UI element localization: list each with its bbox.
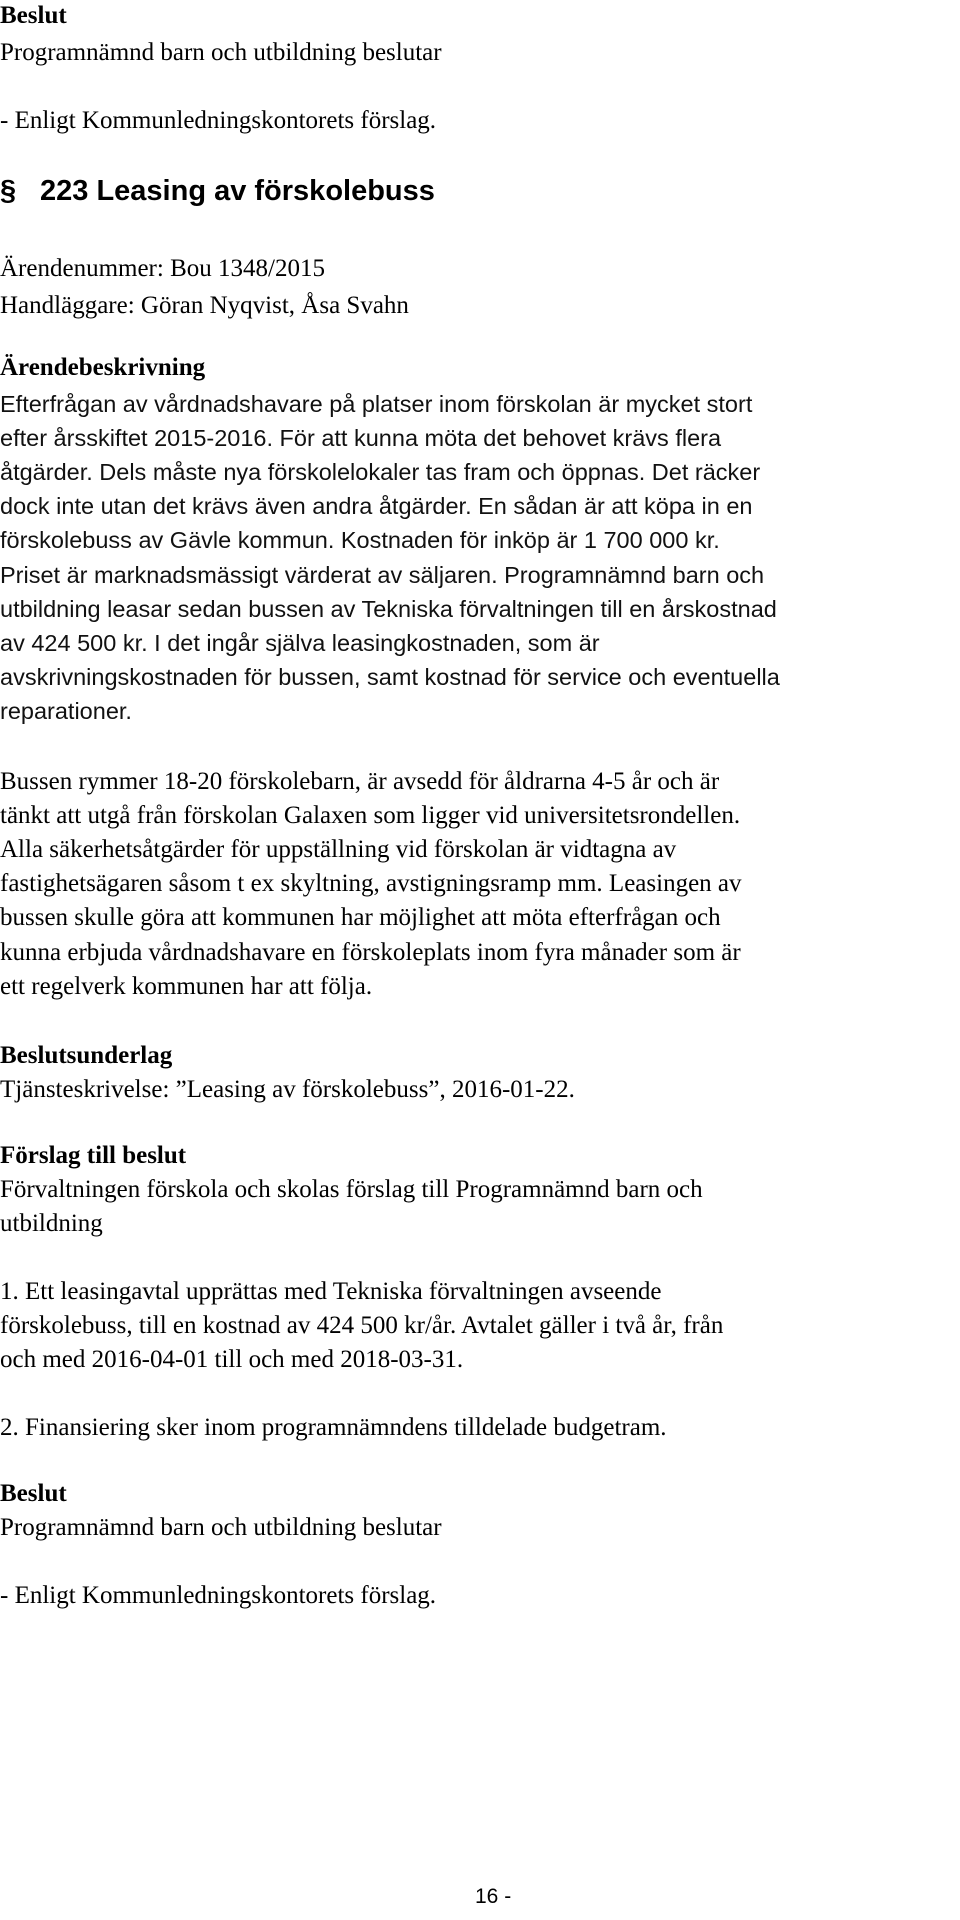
item-heading: [0, 175, 435, 207]
description-line: av 424 500 kr. I det ingår själva leasingkostnaden, som är: [0, 630, 600, 656]
section-symbol: §: [0, 175, 17, 207]
decision-line: - Enligt Kommunledningskontorets förslag.: [0, 107, 437, 134]
description-p2-line: ett regelverk kommunen har att följa.: [0, 973, 373, 1000]
description-p2-line: fastighetsägaren såsom t ex skyltning, avstigningsramp mm. Leasingen av: [0, 870, 742, 897]
case-officer: Handläggare: Göran Nyqvist, Åsa Svahn: [0, 292, 409, 319]
description-line: förskolebuss av Gävle kommun. Kostnaden för inköp är 1 700 000 kr.: [0, 527, 720, 553]
item-heading-text: 223 Leasing av förskolebuss: [40, 175, 435, 207]
decision-title: Beslut: [0, 2, 67, 29]
decision-title: Beslut: [0, 1480, 67, 1507]
description-line: åtgärder. Dels måste nya förskolelokaler tas fram och öppnas. Det räcker: [0, 459, 761, 485]
proposal-title: Förslag till beslut: [0, 1142, 187, 1169]
description-p2-line: kunna erbjuda vårdnadshavare en förskoleplats inom fyra månader som är: [0, 939, 741, 966]
decision-line: Programnämnd barn och utbildning beslutar: [0, 1514, 442, 1541]
description-line: utbildning leasar sedan bussen av Tekniska förvaltningen till en årskostnad: [0, 596, 777, 622]
proposal-point-line: 1. Ett leasingavtal upprättas med Tekniska förvaltningen avseende: [0, 1278, 662, 1305]
proposal-intro-line: Förvaltningen förskola och skolas förslag till Programnämnd barn och: [0, 1176, 703, 1203]
page-number: 16 -: [475, 1885, 512, 1908]
basis-title: Beslutsunderlag: [0, 1042, 173, 1069]
proposal-intro-line: utbildning: [0, 1210, 103, 1237]
decision-line: - Enligt Kommunledningskontorets förslag.: [0, 1582, 437, 1609]
description-title: Ärendebeskrivning: [0, 354, 206, 381]
description-line: avskrivningskostnaden för bussen, samt kostnad för service och eventuella: [0, 664, 780, 690]
description-line: efter årsskiftet 2015-2016. För att kunna möta det behovet krävs flera: [0, 425, 722, 451]
proposal-point-line: och med 2016-04-01 till och med 2018-03-31.: [0, 1346, 464, 1373]
description-p2-line: bussen skulle göra att kommunen har möjlighet att möta efterfrågan och: [0, 904, 721, 931]
description-p2-line: Bussen rymmer 18-20 förskolebarn, är avsedd för åldrarna 4-5 år och är: [0, 768, 720, 795]
description-line: dock inte utan det krävs även andra åtgärder. En sådan är att köpa in en: [0, 493, 753, 519]
decision-line: Programnämnd barn och utbildning beslutar: [0, 39, 442, 66]
description-line: Efterfrågan av vårdnadshavare på platser inom förskolan är mycket stort: [0, 391, 753, 417]
description-line: Priset är marknadsmässigt värderat av säljaren. Programnämnd barn och: [0, 562, 765, 588]
case-number: Ärendenummer: Bou 1348/2015: [0, 255, 325, 282]
proposal-point-line: 2. Finansiering sker inom programnämndens tilldelade budgetram.: [0, 1414, 667, 1441]
proposal-point-line: förskolebuss, till en kostnad av 424 500 kr/år. Avtalet gäller i två år, från: [0, 1312, 724, 1339]
basis-line: Tjänsteskrivelse: ”Leasing av förskolebuss”, 2016-01-22.: [0, 1076, 575, 1103]
description-p2-line: tänkt att utgå från förskolan Galaxen som ligger vid universitetsrondellen.: [0, 802, 741, 829]
description-line: reparationer.: [0, 698, 132, 724]
description-p2-line: Alla säkerhetsåtgärder för uppställning vid förskolan är vidtagna av: [0, 836, 677, 863]
